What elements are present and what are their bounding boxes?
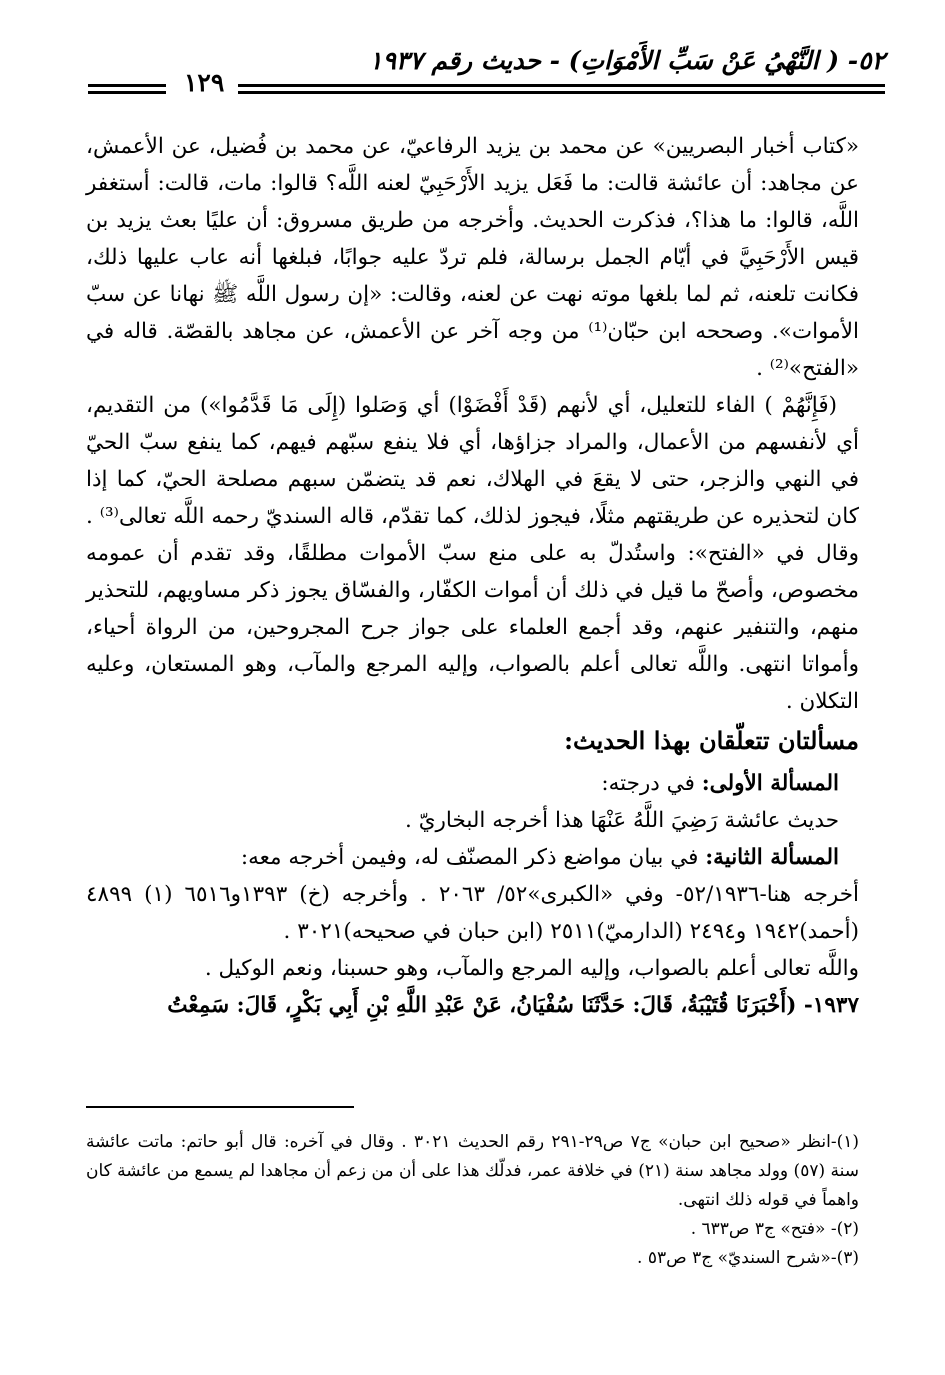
footnote-3: (٣)-«شرح السنديّ» ج٣ ص٥٣ .	[637, 1248, 859, 1268]
chapter-title: ٥٢- ( النَّهْيُ عَنْ سَبِّ الأَمْوَاتِ) - حديث رقم ١٩٣٧	[369, 46, 885, 75]
footnotes	[86, 1128, 859, 1273]
hadith-line: ١٩٣٧- (أَخْبَرَنَا قُتَيْبَةُ، قَالَ: حَدَّثَنَا سُفْيَانُ، عَنْ عَبْدِ اللَّهِ بْنِ أَبِي بَكْرٍ، قَالَ: سَمِعْتُ	[167, 993, 859, 1018]
issue-1-label: المسألة الأولى:	[701, 771, 839, 796]
paragraph-1: «كتاب أخبار البصريين» عن محمد بن يزيد الرفاعيّ، عن محمد بن فُضيل، عن الأعمش، عن مجاهد: أن عائشة قالت: ما فَعَل يزيد الأَرْحَبِيّ لعنه اللَّه؟ قالوا: مات، قالت: أستغفر اللَّه، قالوا: ما هذا؟، فذكرت الحديث. وأخرجه من طريق مسروق: أن عليًا بعث يزيد بن قيس الأَرْحَبِيَّ في أيّام الجمل برسالة، فلم تردّ عليه جوابًا، فبلغها أنه عاب عليها ذلك، فكانت تلعنه، ثم لما بلغها موته نهت عن لعنه، وقالت: «إن رسول اللَّه ﷺ نهانا عن سبّ الأموات». وصححه ابن حبّان⁽¹⁾ من وجه آخر عن الأعمش، عن مجاهد بالقصّة. قاله في «الفتح»⁽²⁾ .	[86, 134, 859, 381]
issue-2-text: في بيان مواضع ذكر المصنّف له، وفيمن أخرجه معه:	[240, 845, 699, 870]
header-short-rule	[88, 84, 166, 98]
issue-1-detail: حديث عائشة رَضِيَ اللَّهُ عَنْهَا هذا أخرجه البخاريّ .	[405, 808, 839, 833]
issue-2-label: المسألة الثانية:	[705, 845, 839, 870]
header-double-rule	[238, 84, 885, 98]
footnote-separator	[86, 1106, 354, 1108]
page-number: ١٢٩	[184, 68, 225, 97]
issue-2-detail-2: واللَّه تعالى أعلم بالصواب، وإليه المرجع والمآب، وهو حسبنا، ونعم الوكيل .	[204, 956, 859, 981]
issue-2-line	[86, 839, 859, 876]
issue-2-detail-1: أخرجه هنا-٥٢/١٩٣٦- وفي «الكبرى»٥٢/ ٢٠٦٣ . وأخرجه (خ) ١٣٩٣و٦٥١٦ (١) ٤٨٩٩ (أحمد)١٩٤٢ و٢٤٩٤ (الدارميّ)٢٥١١ (ابن حبان في صحيحه)٣٠٢١ .	[86, 882, 860, 944]
footnote-2: (٢)- «فتح» ج٣ ص٦٣٣ .	[690, 1219, 859, 1239]
issue-1-text: في درجته:	[601, 771, 695, 796]
main-text	[86, 128, 859, 1024]
footnote-1: (١)-انظر «صحيح ابن حبان» ج٧ ص٢٩-٢٩١ رقم الحديث ٣٠٢١ . وقال في آخره: قال أبو حاتم: ماتت عائشة سنة (٥٧) وولد مجاهد سنة (٢١) في خلافة عمر، فدلّك هذا على أن من زعم أن مجاهدا لم يسمع من عائشة كان واهماً في قوله ذلك انتهى.	[86, 1132, 859, 1210]
section-heading: مسألتان تتعلّقان بهذا الحديث:	[564, 726, 859, 755]
issue-1-line	[86, 765, 859, 802]
paragraph-2: (فَإِنَّهُمْ ) الفاء للتعليل، أي لأنهم (قَدْ أَفْضَوْا) أي وَصَلوا (إِلَى مَا قَدَّمُوا») من التقديم، أي لأنفسهم من الأعمال، والمراد جزاؤها، أي فلا ينفع سبّهم فيهم، كما ينفع سبّ الحيّ في النهي والزجر، حتى لا يقعَ في الهلاك، نعم قد يتضمّن سبهم مصلحة الحيّ، كما إذا كان لتحذيره عن طريقتهم مثلًا، فيجوز لذلك، كما تقدّم، قاله السنديّ رحمه اللَّه تعالى⁽³⁾ . وقال في «الفتح»: واستُدلّ به على منع سبّ الأموات مطلقًا، وقد تقدم أن عمومه مخصوص، وأصحّ ما قيل في ذلك أن أموات الكفّار، والفسّاق يجوز ذكر مساويهم، للتحذير منهم، والتنفير عنهم، وقد أجمع العلماء على جواز جرح المجروحين، من الرواة أحياء، وأمواتا انتهى. واللَّه تعالى أعلم بالصواب، وإليه المرجع والمآب، وهو المستعان، وعليه التكلان .	[86, 393, 859, 714]
page-header	[88, 44, 885, 104]
